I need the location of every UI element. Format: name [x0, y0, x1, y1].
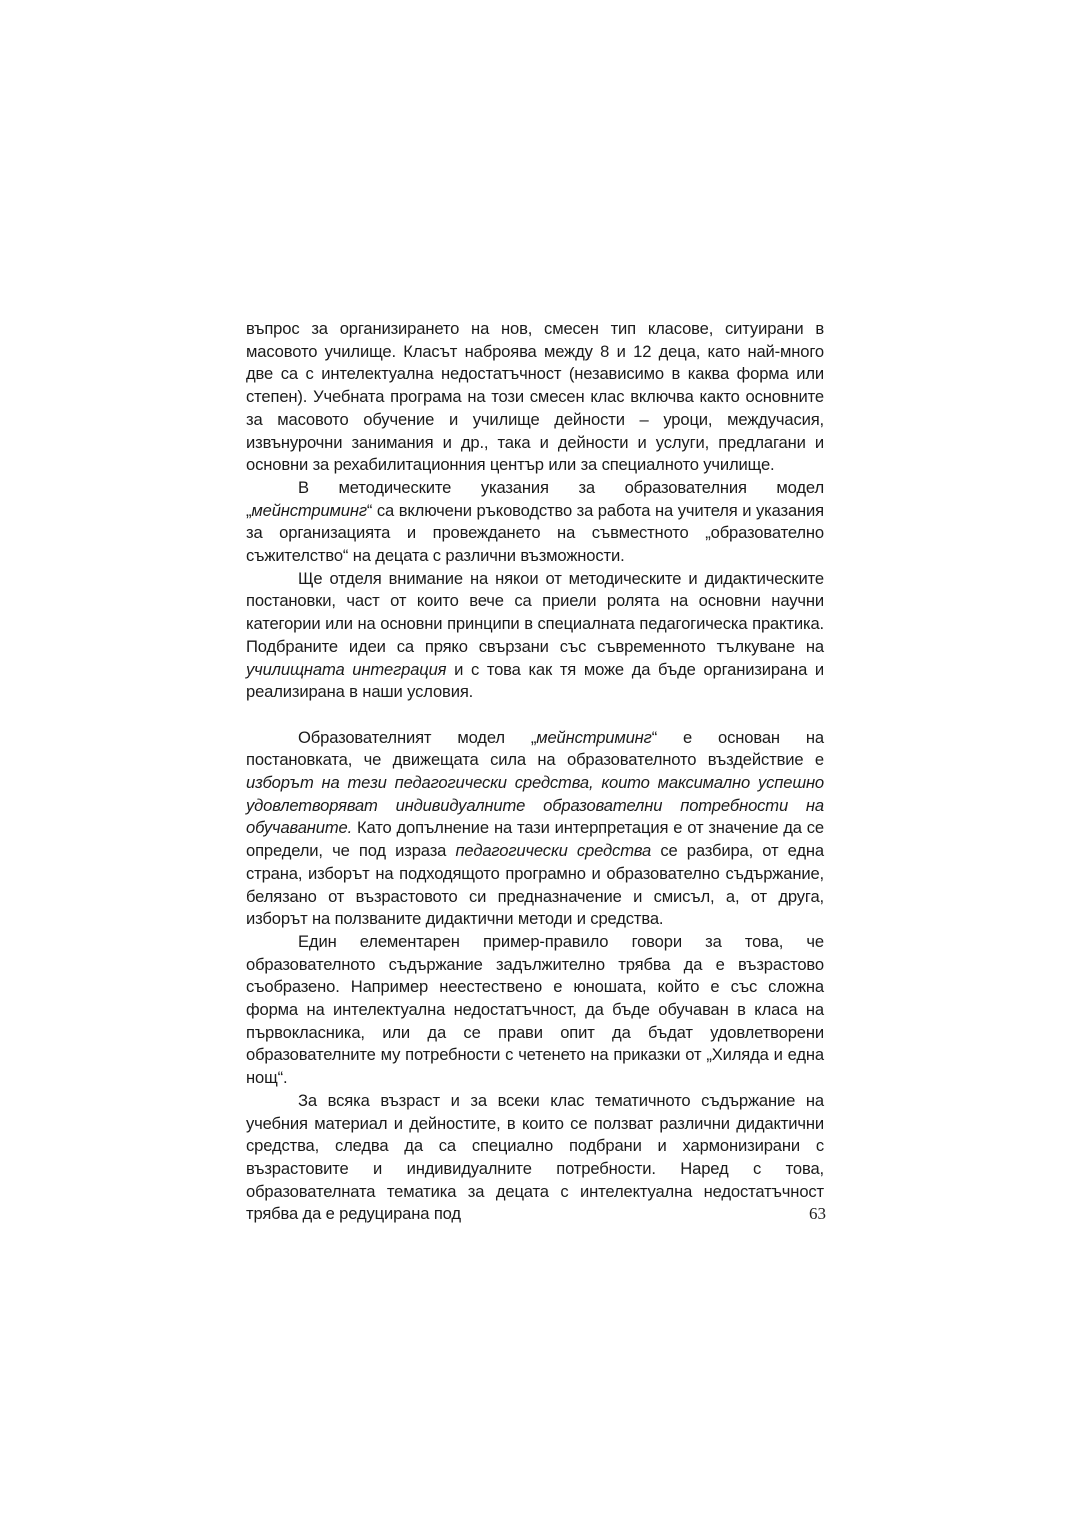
body-text: “ са включени ръководство за работа на учителя и указания за организацията и провеждането на съвместното „образователно съжителство“ на децата с различни възможности. [246, 500, 824, 566]
paragraph-1 [246, 318, 824, 477]
emphasis-text: педагогически средства [455, 841, 652, 861]
body-text: се разбира, от една страна, изборът на подходящото програмно и образователно съдържание, белязано от възрастовото си предназначение и смисъл, а, от друга, изборът на ползваните дидактични методи и средства. [246, 841, 824, 929]
body-text: За всяка възраст и за всеки клас тематичното съдържание на учебния материал и дейностите, в които се ползват различни дидактични средства, следва да са специално подбрани и хармонизирани с възрастовите и индивидуалните потребности. Наред с това, образователната тематика за децата с интелектуална недостатъчност трябва да е редуцирана под [246, 1090, 824, 1224]
body-text: В методическите указания за образователния модел „ [246, 477, 824, 520]
body-text: Един елементарен пример-правило говори за това, че образователното съдържание задължително трябва да е възрастово съобразено. Например неестествено е юношата, който е със сложна форма на интелектуална недостатъчност, да бъде обучаван в класа на първокласника, или да се прави опит да бъдат удовлетворени образователните му потребности с четенето на приказки от „Хиляда и една нощ“. [246, 931, 824, 1088]
paragraph-3 [246, 568, 824, 704]
body-text: Ще отделя внимание на някои от методическите и дидактическите постановки, част от които вече са приели ролята на основни научни категории или на основни принципи в специалната педагогическа практика. Подбраните идеи са пряко свързани със съвременното тълкуване на [246, 568, 824, 656]
page-body [246, 318, 824, 1226]
body-text: “ е основан на постановката, че движещата сила на образователното въздействие е [246, 727, 824, 770]
body-text: Образователният модел „ [298, 727, 537, 747]
emphasis-text: училищната интеграция [246, 659, 447, 679]
paragraph-4 [246, 727, 824, 931]
body-text: Като допълнение на тази интерпретация е от значение да се определи, че под израза [246, 818, 824, 861]
paragraph-6 [246, 1090, 824, 1226]
emphasis-text: мейнстриминг [251, 500, 367, 520]
emphasis-text: мейнстриминг [536, 727, 652, 747]
body-text: и с това как тя може да бъде организирана и реализирана в наши условия. [246, 659, 824, 702]
emphasis-text: изборът на тези педагогически средства, които максимално успешно удовлетворяват индивидуалните образователни потребности на обучаваните. [246, 773, 824, 838]
paragraph-2 [246, 477, 824, 568]
body-text: въпрос за организирането на нов, смесен тип класове, ситуирани в масовото училище. Класът наброява между 8 и 12 деца, като най-много две са с интелектуална недостатъчност (независимо в каква форма или степен). Учебната програма на този смесен клас включва както основните за масовото обучение и училище дейности – уроци, междучасия, извънурочни занимания и др., така и дейности и услуги, предлагани и основни за рехабилитационния център или за специалното училище. [246, 319, 824, 475]
paragraph-5 [246, 931, 824, 1090]
page-number: 63 [809, 1204, 826, 1223]
